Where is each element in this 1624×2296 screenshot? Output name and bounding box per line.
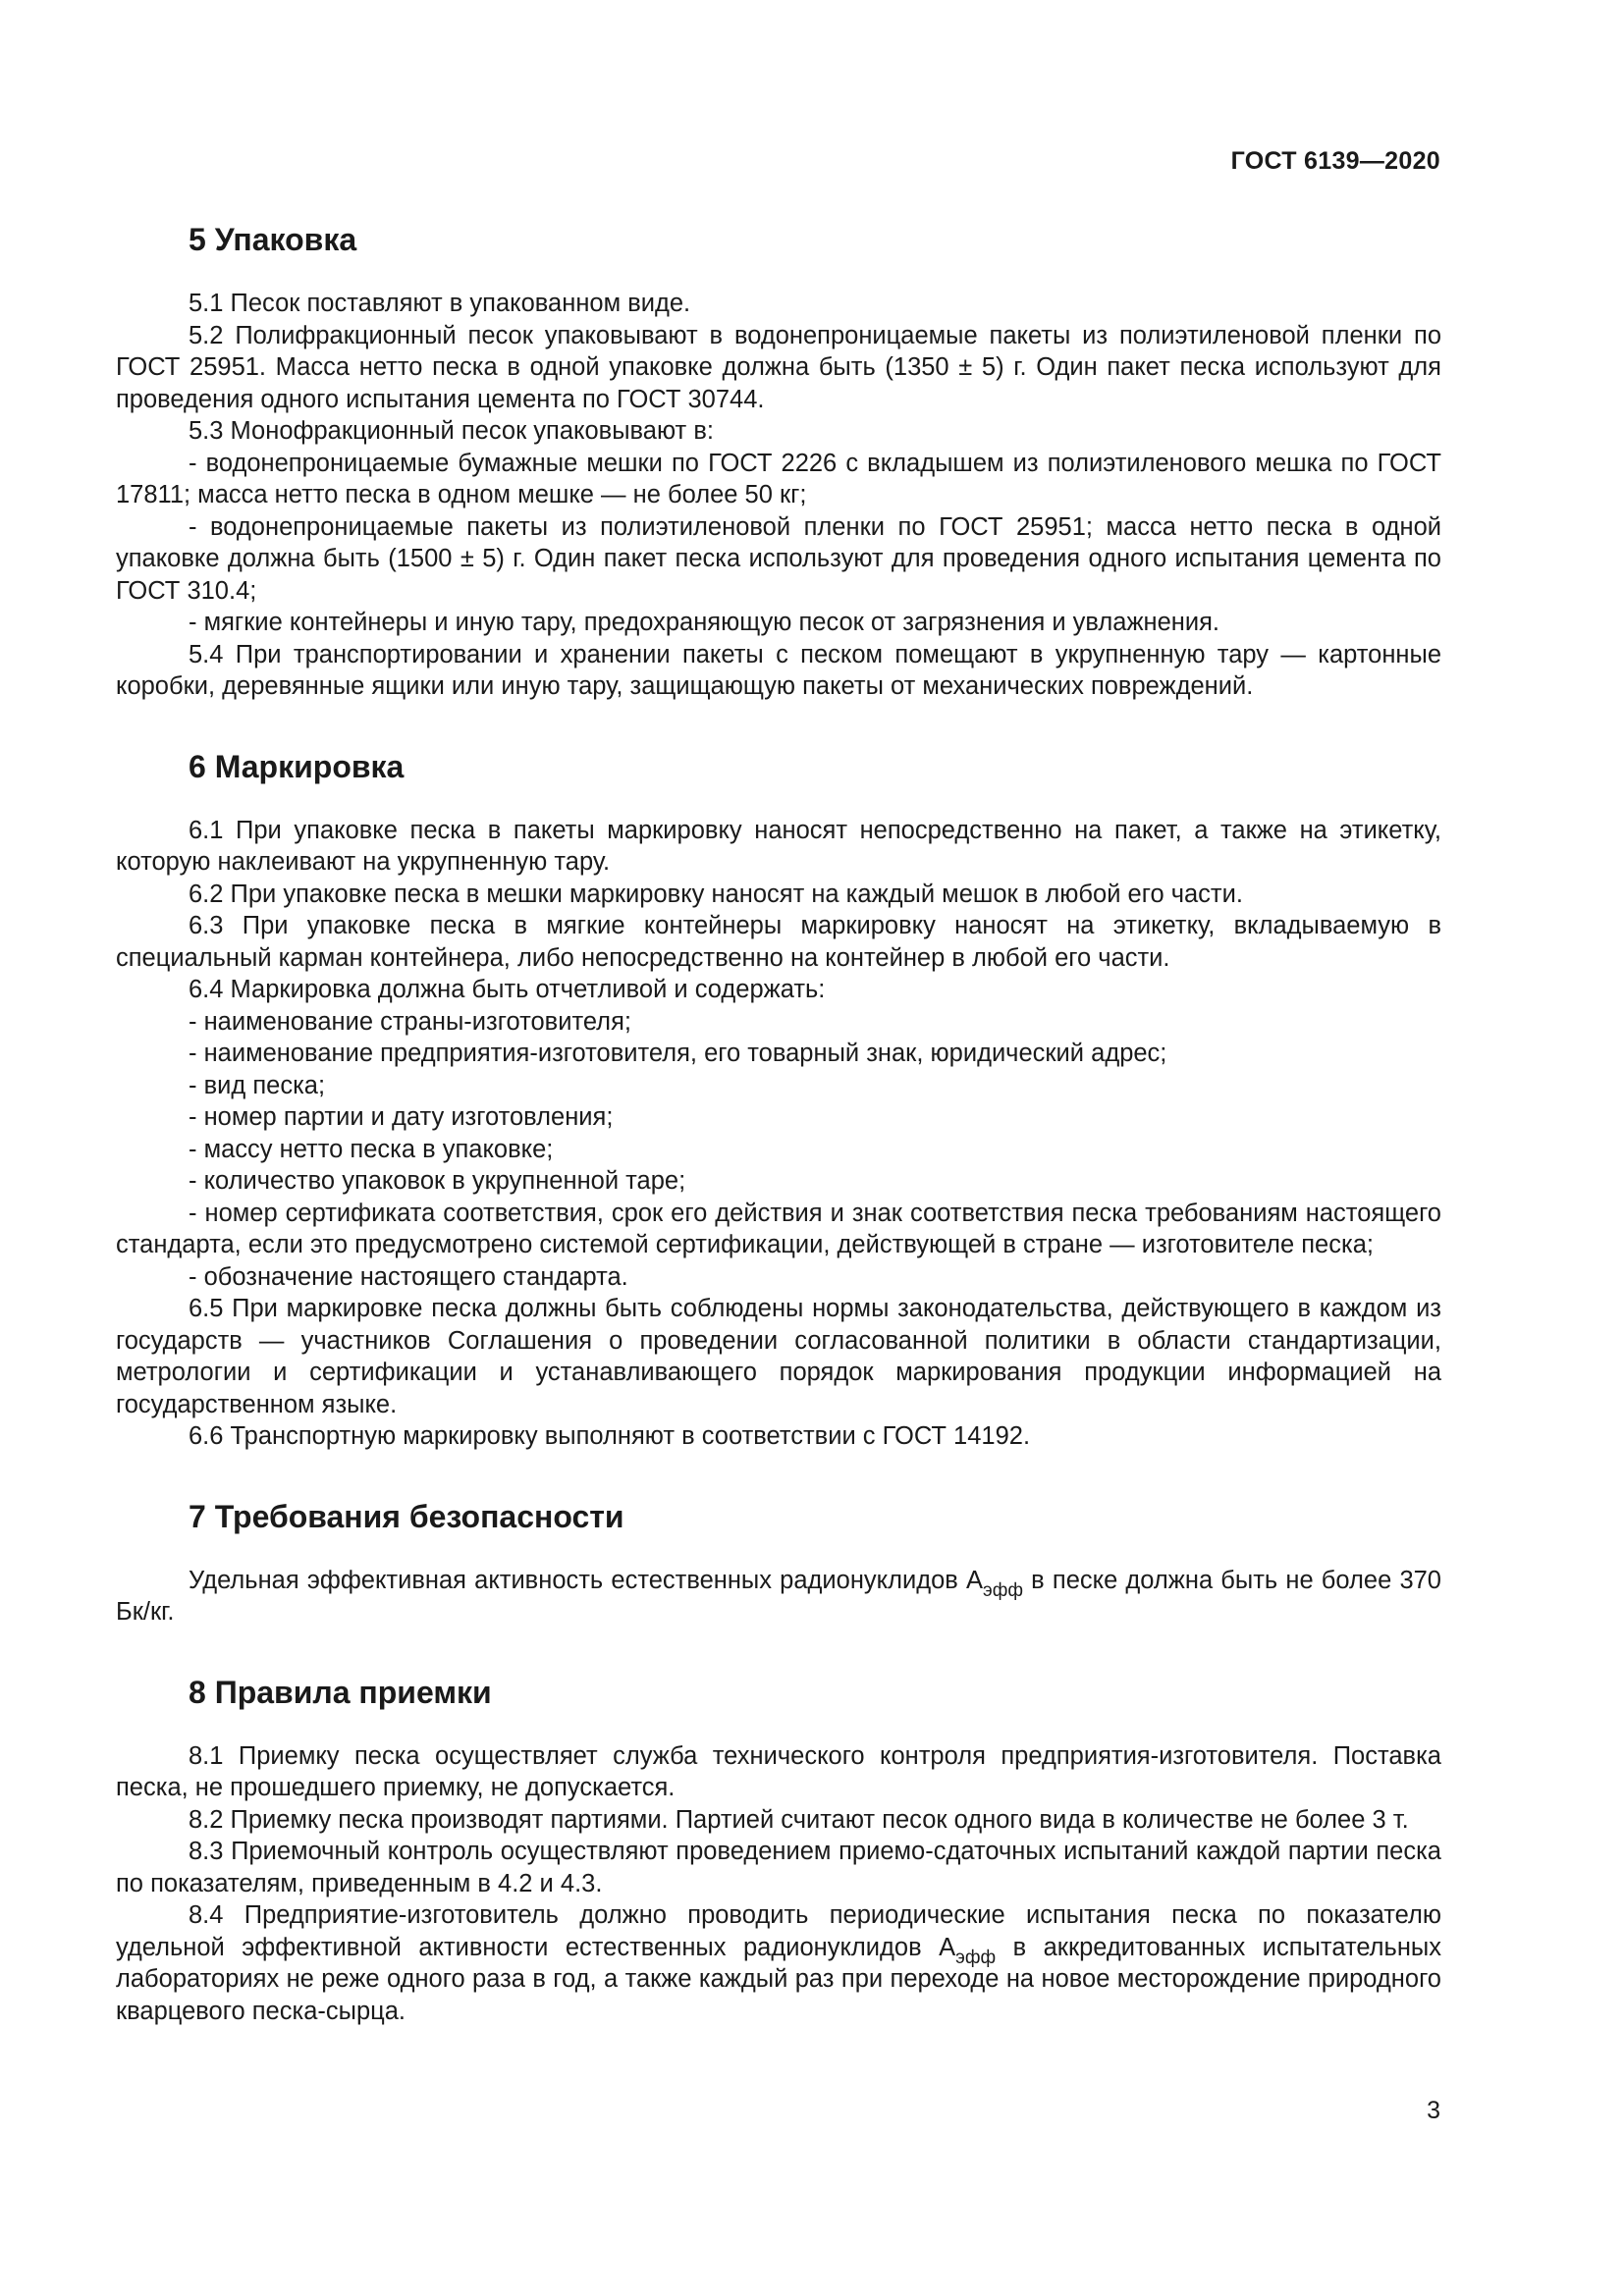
section-5-packaging [116,221,1441,703]
document-code: ГОСТ 6139—2020 [1230,147,1440,175]
paragraph-6-6: 6.6 Транспортную маркировку выполняют в соответствии с ГОСТ 14192. [189,1422,1031,1450]
list-item: - обозначение настоящего стандарта. [189,1262,628,1291]
document-body [116,221,1441,2072]
paragraph-5-1: 5.1 Песок поставляют в упакованном виде. [189,290,691,317]
paragraph-6-2: 6.2 При упаковке песка в мешки маркировку наносят на каждый мешок в любой его части. [189,880,1243,908]
section-title: 7 Требования безопасности [189,1498,624,1534]
page-number: 3 [1427,2097,1440,2124]
paragraph-5-3: 5.3 Монофракционный песок упаковывают в: [189,417,714,445]
section-8-acceptance [116,1674,1441,2028]
text-run: в песке должна быть не более 370 Бк/кг. [116,1566,1441,1626]
section-6-marking [116,748,1441,1453]
paragraph-8-4 [116,1899,1441,2027]
paragraph-8-2: 8.2 Приемку песка производят партиями. Партией считают песок одного вида в количестве не более 3 т. [189,1805,1409,1834]
list-item: - наименование предприятия-изготовителя, его товарный знак, юридический адрес; [189,1040,1167,1067]
list-item: - водонепроницаемые пакеты из полиэтиленовой пленки по ГОСТ 25951; масса нетто песка в одной упаковке должна быть (1500 ± 5) г. Один пакет песка используют для проведения одного испытания цемента по ГОСТ 310.4; [116,512,1441,605]
paragraph-6-4: 6.4 Маркировка должна быть отчетливой и содержать: [189,976,826,1003]
list-item: - водонепроницаемые бумажные мешки по ГОСТ 2226 с вкладышем из полиэтиленового мешка по ГОСТ 17811; масса нетто песка в одном мешке — не более 50 кг; [116,449,1441,508]
list-item: - номер сертификата соответствия, срок его действия и знак соответствия песка требованиям настоящего стандарта, если это предусмотрено системой сертификации, действующей в стране — изготовителе песка; [116,1199,1441,1258]
paragraph-8-1: 8.1 Приемку песка осуществляет служба технического контроля предприятия-изготовителя. Поставка песка, не прошедшего приемку, не допускается. [116,1741,1441,1801]
text-run: 8.4 Предприятие-изготовитель должно проводить периодические испытания песка по показателю удельной эффективной активности естественных радионуклидов А [116,1901,1441,1961]
list-item: - наименование страны-изготовителя; [189,1007,631,1036]
list-item: - вид песка; [189,1071,326,1099]
subscript: эфф [983,1579,1023,1601]
text-run: Удельная эффективная активность естественных радионуклидов А [189,1566,984,1594]
section-title: 6 Маркировка [189,748,405,784]
section-7-safety [116,1498,1441,1629]
text-run: в аккредитованных испытательных лабораториях не реже одного раза в год, а также каждый раз при переходе на новое месторождение природного кварцевого песка-сырца. [116,1933,1441,2025]
paragraph-6-3: 6.3 При упаковке песка в мягкие контейнеры маркировку наносят на этикетку, вкладываемую в специальный карман контейнера, либо непосредственно на контейнер в любой его части. [116,912,1441,972]
paragraph-8-3: 8.3 Приемочный контроль осуществляют проведением приемо-сдаточных испытаний каждой партии песка по показателям, приведенным в 4.2 и 4.3. [116,1838,1441,1897]
paragraph-6-5: 6.5 При маркировке песка должны быть соблюдены нормы законодательства, действующего в каждом из государств — участников Соглашения о проведении согласованной политики в области стандартизации, метрологии и сертификации и устанавливающего порядок маркирования продукции информацией на государственном языке. [116,1295,1441,1418]
list-item: - массу нетто песка в упаковке; [189,1135,554,1163]
paragraph-5-4: 5.4 При транспортировании и хранении пакеты с песком помещают в укрупненную тару — картонные коробки, деревянные ящики или иную тару, защищающую пакеты от механических повреждений. [116,640,1441,700]
section-title: 8 Правила приемки [189,1674,492,1710]
paragraph-7 [116,1565,1441,1629]
subscript: эфф [955,1947,997,1968]
list-item: - количество упаковок в укрупненной таре; [189,1167,686,1195]
paragraph-6-1: 6.1 При упаковке песка в пакеты маркировку наносят непосредственно на пакет, а также на этикетку, которую наклеивают на укрупненную тару. [116,816,1441,876]
list-item: - номер партии и дату изготовления; [189,1103,614,1131]
section-title: 5 Упаковка [189,222,357,257]
paragraph-5-2: 5.2 Полифракционный песок упаковывают в водонепроницаемые пакеты из полиэтиленовой пленки по ГОСТ 25951. Масса нетто песка в одной упаковке должна быть (1350 ± 5) г. Один пакет песка используют для проведения одного испытания цемента по ГОСТ 30744. [116,321,1441,413]
list-item: - мягкие контейнеры и иную тару, предохраняющую песок от загрязнения и увлажнения. [189,609,1219,636]
